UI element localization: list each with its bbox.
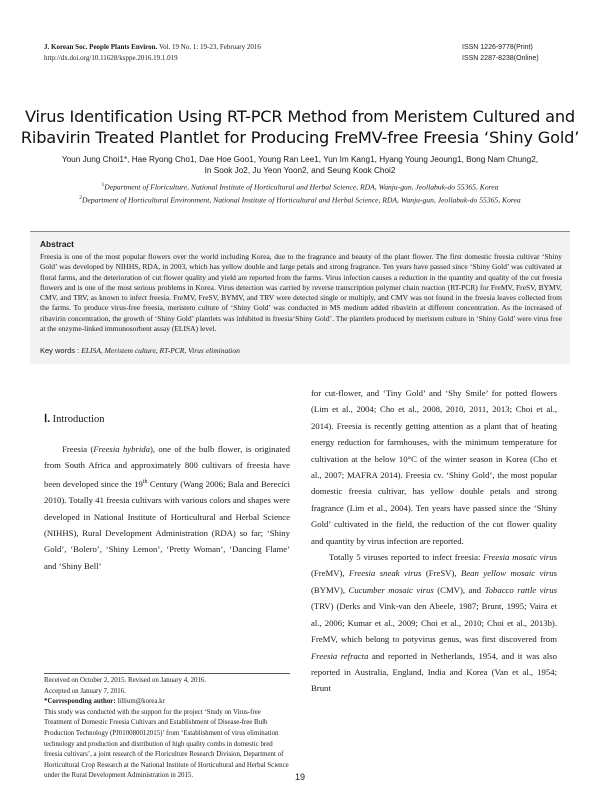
- section-number: Ⅰ.: [44, 413, 50, 425]
- abstract-text: Freesia is one of the most popular flowers over the world including Korea, due to the fragrance and beauty of the plant flower. The first domestic freesia cultivar ‘Shiny Gold’ was developed by NIHHS, RDA, in 2003, which has yellow double and large petals and strong fragrance. Ten years have passed since ‘Shiny Gold’ was cultivated at floral farms, and the deterioration of cut flower quality and yield are reported from the farms. Virus infection causes a reduction in the quantity and quality of the cut freesia flowers and is one of the most serious problems in Korea. Virus detection was carried by reverse transcription polymer chain reaction (RT-PCR) for FreMV, FreSV, BYMV, CMV, and TRV, as known to infect freesia. FreMV, FreSV, BYMV, and TRV were detected single or multiply, and CMV was not found in the freesia leaves collected from the farms. To produce virus-free freesia, meristem culture of ‘Shiny Gold’ was conducted in MS medium added ribavirin at different concentration. As the increased of ribavirin concentration, the growth of ‘Shiny Gold’ plantlets was inhibited in freesia‘Shiny Gold’. The plantlets produced by meristem culture in ‘Shiny Gold’ were virus free at the enzyme-linked immunosorbent assay (ELISA) level.: [40, 252, 562, 334]
- affiliation-1: $^1$Department of Floriculture, National Institute of Horticultural and Herbal Science, RDA, Wanju-gun, Jeollabuk-do 55365, Korea: [101, 182, 499, 192]
- intro-paragraph-continued: for cut-flower, and ‘Tiny Gold’ and ‘Shy Smile’ for potted flowers (Lim et al., 2004; Cho et al., 2008, 2010, 2011, 2013; Choi et al., 2014). Freesia is recently getting attention as a plant that of heating energy reduction for farmhouses, with the minimum temperature for cultivation at the below 10°C of the winter season in Korea (Cho et al., 2007; MAFRA 2014). Freesia cv. ‘Shiny Gold’, the most popular domestic freesia cultivar, has yellow double petals and strong fragrance (Lim et al., 2004). Ten years have passed since the ‘Shiny Gold’ cultivated in the field, the reduction of the cut flower quality and quantity by virus infection are reported.: [311, 388, 557, 546]
- abstract-box: [30, 231, 570, 364]
- intro-paragraph-viruses: Totally 5 viruses reported to infect freesia: Freesia mosaic virus (FreMV), Freesia sneak virus (FreSV), Bean yellow mosaic virus (BYMV), Cucumber mosaic virus (CMV), and Tobacco rattle virus (TRV) (Derks and Vink-van den Abeele, 1987; Brunt, 1995; Vaira et al., 2006; Kumar et al., 2009; Choi et al., 2010; Choi et al., 2013b). FreMV, which belong to potyvirus genus, was first discovered from Freesia refracta and reported in Netherlands, 1954, and it was also reported in Australia, England, India and Korea (Van et al., 1954; Brunt: [311, 552, 558, 694]
- right-column-text: [311, 385, 557, 697]
- journal-header: [44, 42, 261, 64]
- author-email[interactable]: lillium@korea.kr: [115, 698, 165, 706]
- section-heading: [44, 412, 105, 425]
- accepted-date: Accepted on January 7, 2016.: [44, 687, 126, 695]
- intro-paragraph-1: Freesia (Freesia hybrida), one of the bulb flower, is originated from South Africa and approximately 800 cultivars of freesia have been developed since the 19th Century (Wang 2006; Bala and Berecici 2010). Totally 41 freesia cultivars with various colors and shapes were developed in National Institute of Horticultural and Herbal Science (NIHHS), Rural Development Administration (RDA) so far; ‘Shiny Gold’, ‘Bolero’, ‘Shiny Lemon’, ‘Pretty Woman’, ‘Dancing Flame’ and ‘Shiny Bell’: [44, 444, 291, 571]
- left-column-text: [44, 441, 290, 574]
- section-title: Introduction: [52, 414, 105, 425]
- page-number: 19: [294, 772, 305, 782]
- keywords: [40, 346, 240, 355]
- issn-block: [462, 42, 558, 64]
- paper-title: [20, 106, 580, 148]
- authors-line-1: Youn Jung Choi1*, Hae Ryong Cho1, Dae Hoe Goo1, Young Ran Lee1, Yun Im Kang1, Hyang Young Jeoung1, Bong Nam Chung2,: [61, 155, 539, 164]
- issn-print: ISSN 1226-9778(Print): [462, 44, 533, 51]
- funding-note: This study was conducted with the support for the project ‘Study on Virus-free Treatment of Domestic Freesia Cultivars and Establishment of Disease-free Bulb Production Technology (PJ010080012015)’ from ‘Establishment of virus elimination technology and production and distribution of high quality combs in domestic bred freesia cultivars’, a joint research of the Floriculture Research Division, Department of Horticultural Crop Research at the National Institute of Horticultural and Herbal Science under the Rural Development Administration in 2015.: [44, 708, 289, 780]
- authors-line-2: In Sook Jo2, Ju Yeon Yoon2, and Seung Kook Choi2: [204, 166, 396, 175]
- doi-link[interactable]: http://dx.doi.org/10.11628/ksppe.2016.19.1.019: [44, 54, 178, 62]
- author-list: [30, 154, 570, 176]
- keywords-label: Key words :: [40, 346, 80, 355]
- affiliations: [30, 180, 570, 206]
- journal-volume: Vol. 19 No. 1: 19-23, February 2016: [158, 43, 261, 51]
- affiliation-2: $^2$Department of Horticultural Environment, National Institute of Horticultural and Herbal Science, RDA, Wanju-gun, Jeollabuk-do 55365, Korea: [79, 195, 521, 205]
- issn-online: ISSN 2287-8238(Online): [462, 55, 539, 62]
- footnotes: [44, 676, 290, 782]
- abstract-heading: Abstract: [40, 239, 74, 249]
- corresponding-author: *Corresponding author: lillium@korea.kr: [44, 698, 165, 706]
- keywords-values: ELISA, Meristem culture, RT-PCR, Virus elimination: [81, 346, 240, 355]
- title-line-1: Virus Identification Using RT-PCR Method from Meristem Cultured and: [24, 107, 576, 126]
- received-date: Received on October 2, 2015. Revised on January 4, 2016.: [44, 677, 207, 684]
- title-line-2: Ribavirin Treated Plantlet for Producing FreMV-free Freesia ‘Shiny Gold’: [20, 128, 580, 147]
- footnote-divider: [44, 673, 290, 674]
- journal-name: J. Korean Soc. People Plants Environ.: [44, 43, 158, 51]
